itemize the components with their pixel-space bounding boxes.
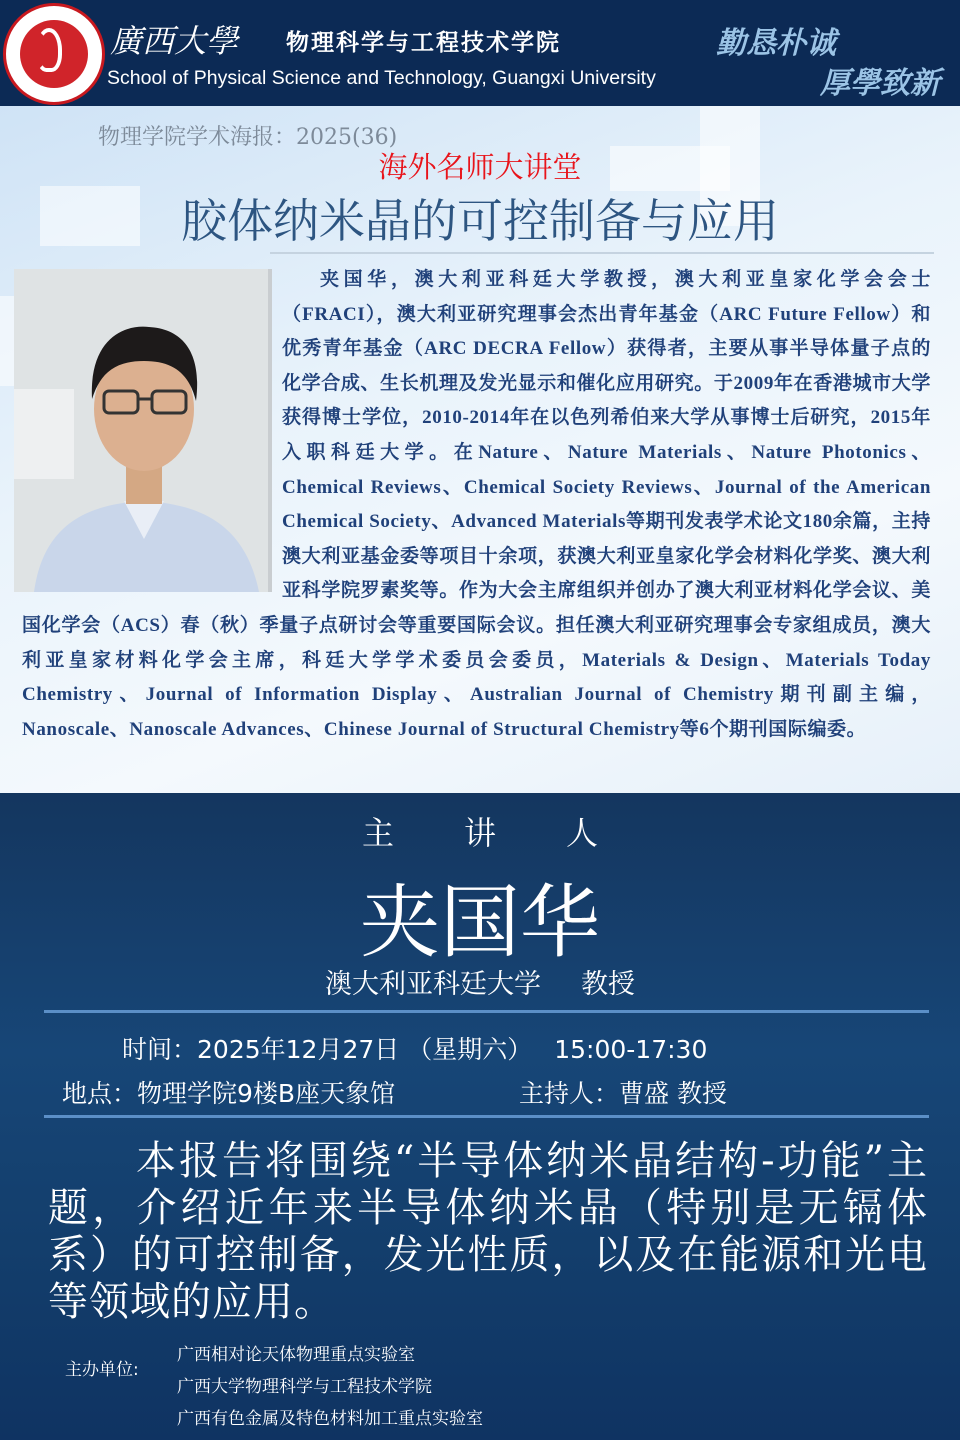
- speaker-photo: [14, 269, 272, 592]
- college-name-cn: 物理科学与工程技术学院: [286, 29, 561, 56]
- speaker-name: 夹国华: [360, 876, 600, 969]
- header-banner: [0, 0, 960, 106]
- divider: [44, 1115, 929, 1118]
- event-time: [122, 1030, 707, 1066]
- time-label: 时间：: [122, 1035, 198, 1064]
- host-value: 曹盛 教授: [619, 1079, 727, 1108]
- event-host: [519, 1074, 727, 1110]
- motto-line-1: 勤恳朴诚: [716, 26, 836, 61]
- organizers-label: 主办单位:: [65, 1360, 139, 1380]
- event-time-range: 15:00-17:30: [554, 1035, 708, 1064]
- talk-title: 胶体纳米晶的可控制备与应用: [181, 194, 779, 248]
- organizer: 广西相对论天体物理重点实验室: [177, 1345, 415, 1365]
- divider: [270, 252, 934, 254]
- motto-line-2: 厚學致新: [820, 66, 940, 101]
- location-value: 物理学院9楼B座天象馆: [137, 1079, 396, 1108]
- speaker-bio: [22, 263, 931, 747]
- speaker-affiliation: [0, 962, 960, 1001]
- poster-series-number: 物理学院学术海报：2025(36): [98, 125, 398, 150]
- speaker-position: 教授: [581, 969, 635, 1000]
- organizer: 广西大学物理科学与工程技术学院: [177, 1377, 432, 1397]
- speaker-label: 主讲人: [361, 814, 668, 852]
- divider: [44, 1010, 929, 1013]
- location-label: 地点：: [62, 1079, 138, 1108]
- event-date: 2025年12月27日: [197, 1035, 400, 1064]
- event-location: [62, 1074, 395, 1110]
- host-label: 主持人：: [519, 1079, 620, 1108]
- lecture-series-name: 海外名师大讲堂: [378, 150, 582, 184]
- organizer: 广西有色金属及特色材料加工重点实验室: [177, 1409, 483, 1429]
- event-weekday: （星期六）: [407, 1035, 533, 1064]
- bio-text: 夹国华，澳大利亚科廷大学教授，澳大利亚皇家化学会会士（FRACI），澳大利亚研究理事会杰出青年基金（ARC Future Fellow）和优秀青年基金（ARC DECRA Fellow）获得者，主要从事半导体量子点的化学合成、生长机理及发光显示和催化应用研究。于2009年在香港城市大学获得博士学位，2010-2014年在以色列希伯来大学从事博士后研究，2015年入职科廷大学。在Nature、Nature Materials、Nature Photonics、Chemical Reviews、Chemical Society Reviews、Journal of the American Chemical Society、Advanced Materials等期刊发表学术论文180余篇，主持澳大利亚基金委等项目十余项，获澳大利亚皇家化学会材料化学奖、澳大利亚科学院罗素奖等。作为大会主席组织并创办了澳大利亚材料化学会议、美国化学会（ACS）春（秋）季量子点研讨会等重要国际会议。担任澳大利亚研究理事会专家组成员，澳大利亚皇家材料化学会主席，科廷大学学术委员会委员，Materials & Design、Materials Today Chemistry、Journal of Information Display、Australian Journal of Chemistry期刊副主编，Nanoscale、Nanoscale Advances、Chinese Journal of Structural Chemistry等6个期刊国际编委。: [22, 269, 931, 740]
- university-logo: [3, 3, 105, 105]
- speaker-institution: 澳大利亚科廷大学: [325, 969, 541, 1000]
- college-name-en: School of Physical Science and Technology, Guangxi University: [107, 67, 656, 89]
- talk-abstract: 本报告将围绕“半导体纳米晶结构-功能”主题，介绍近年来半导体纳米晶（特别是无镉体系）的可控制备，发光性质，以及在能源和光电等领域的应用。: [48, 1138, 928, 1325]
- university-name: 廣西大學: [110, 22, 239, 60]
